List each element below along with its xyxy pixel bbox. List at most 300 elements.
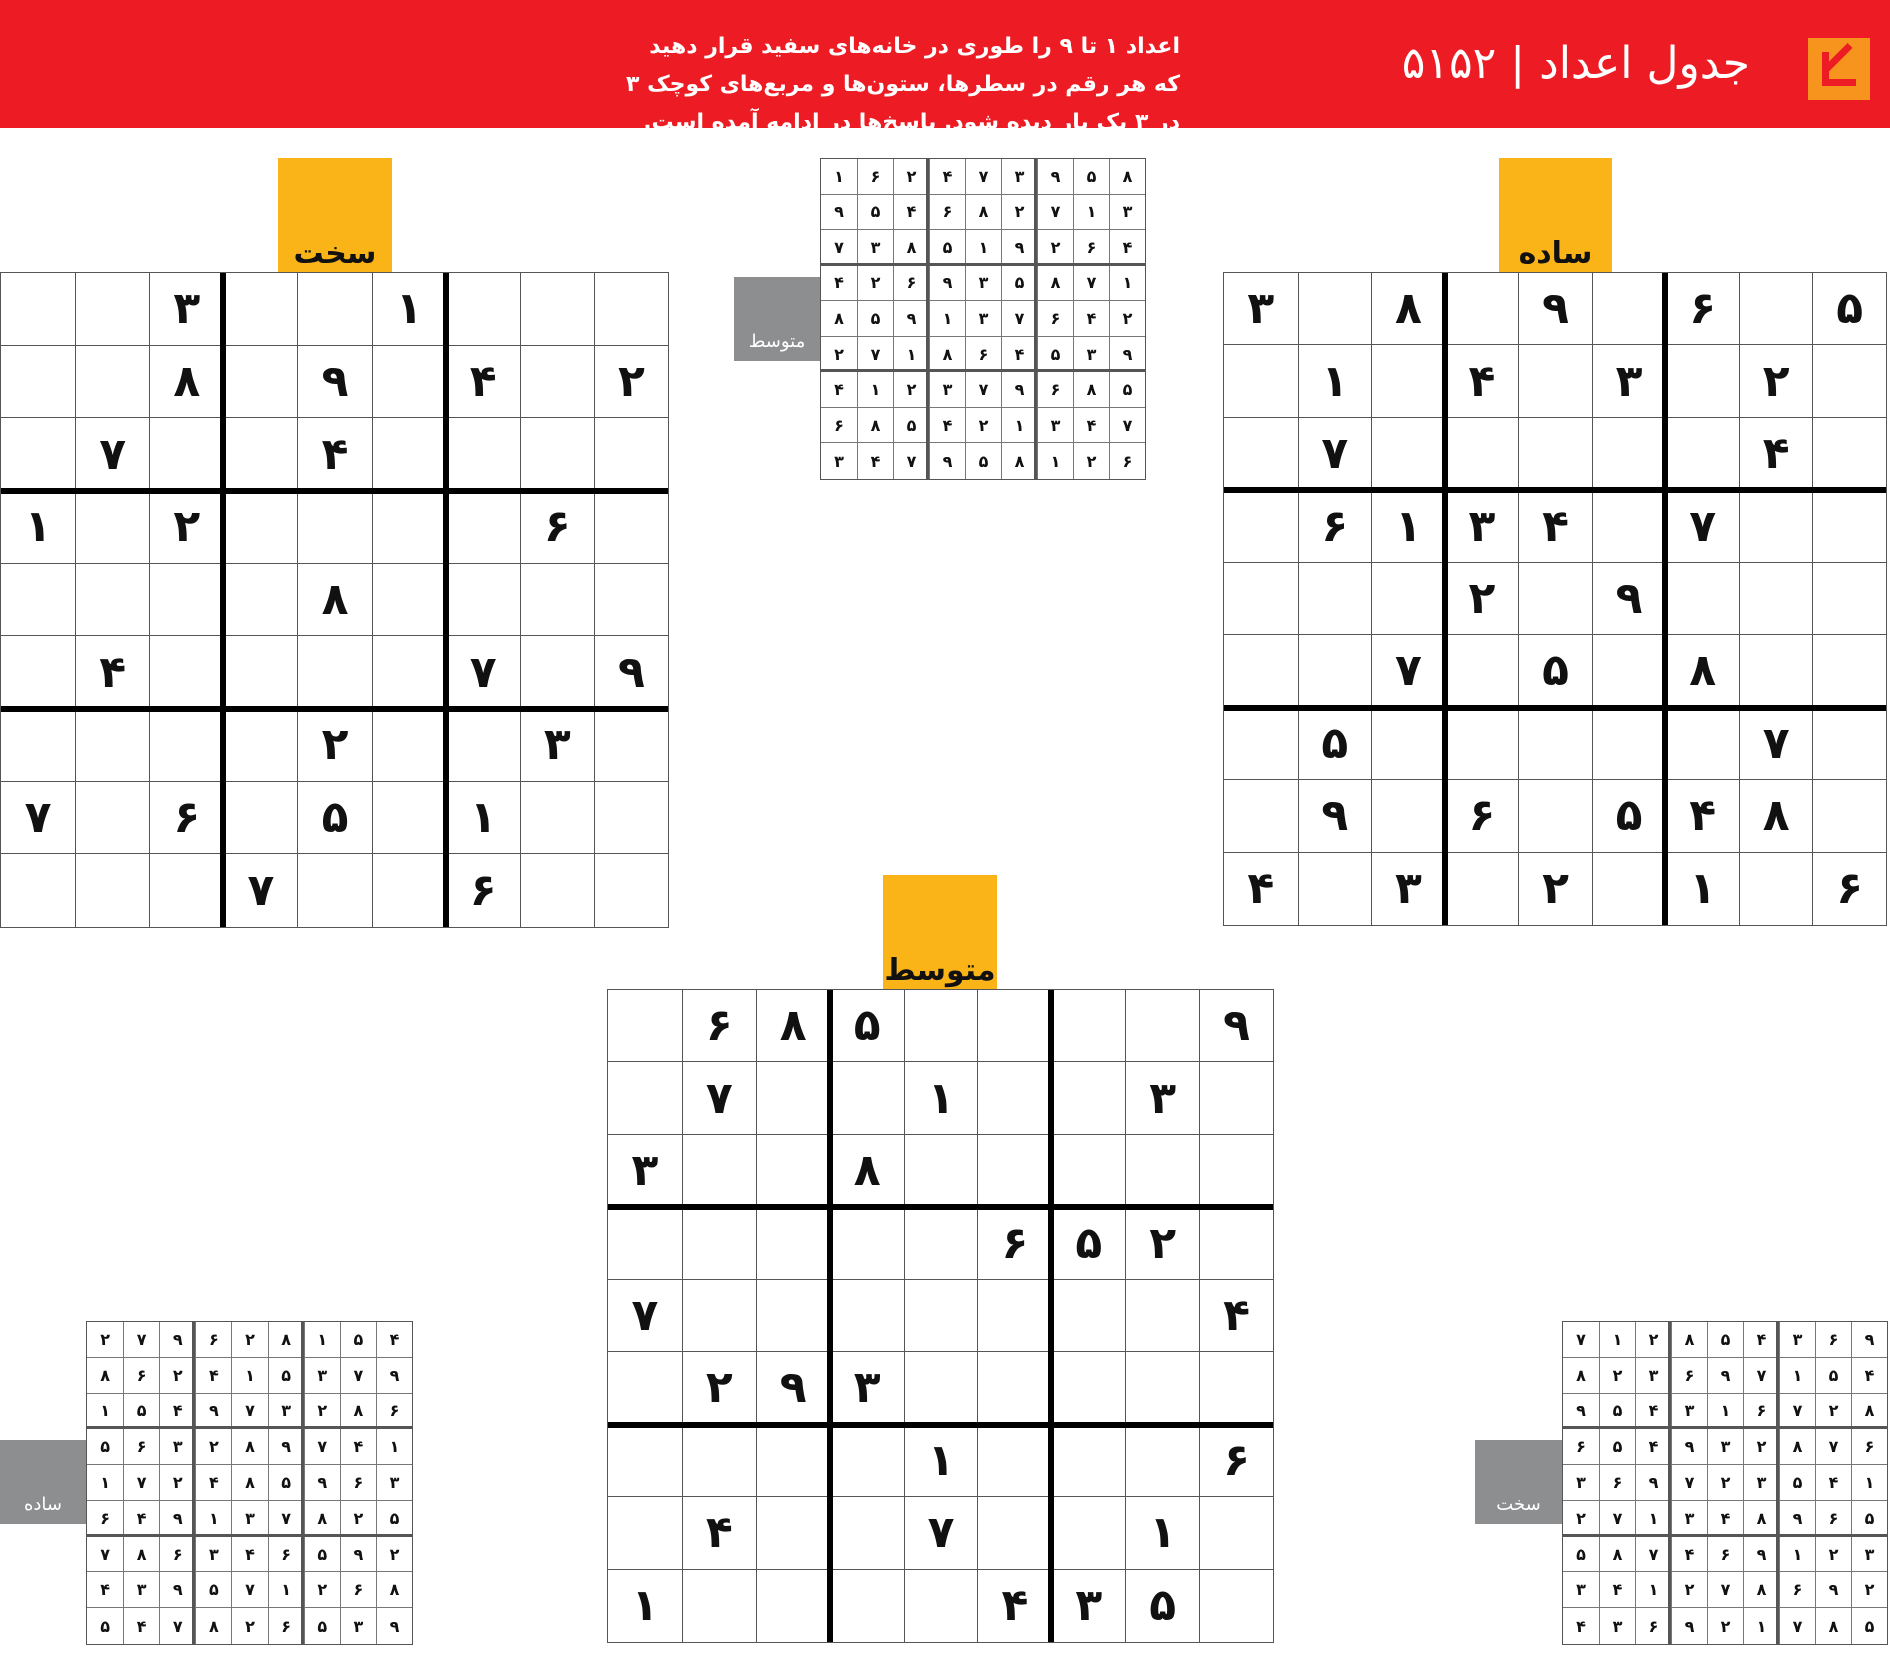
grid-cell bbox=[1592, 273, 1666, 345]
grid-cell bbox=[1592, 853, 1666, 925]
grid-cell bbox=[1518, 345, 1592, 417]
grid-cell: ۲ bbox=[893, 372, 929, 408]
grid-cell bbox=[149, 854, 223, 927]
grid-cell: ۲ bbox=[304, 1394, 340, 1430]
grid-cell bbox=[1199, 1062, 1273, 1134]
grid-cell: ۲ bbox=[857, 266, 893, 302]
grid-cell: ۶ bbox=[195, 1322, 231, 1358]
grid-cell: ۴ bbox=[1743, 1322, 1779, 1358]
grid-cell: ۱ bbox=[965, 230, 1001, 266]
grid-cell: ۸ bbox=[231, 1465, 267, 1501]
grid-cell bbox=[1812, 490, 1886, 562]
grid-cell: ۸ bbox=[929, 337, 965, 373]
grid-cell: ۴ bbox=[1109, 230, 1145, 266]
grid-cell: ۳ bbox=[965, 266, 1001, 302]
grid-cell bbox=[1199, 1135, 1273, 1207]
grid-cell: ۵ bbox=[123, 1394, 159, 1430]
grid-cell: ۷ bbox=[304, 1429, 340, 1465]
grid-cell: ۳ bbox=[965, 301, 1001, 337]
grid-cell bbox=[977, 1135, 1051, 1207]
grid-cell: ۴ bbox=[1199, 1280, 1273, 1352]
hard-solution-grid bbox=[1562, 1321, 1888, 1645]
grid-cell bbox=[1739, 853, 1813, 925]
grid-cell: ۹ bbox=[929, 443, 965, 479]
grid-cell: ۵ bbox=[1851, 1608, 1887, 1644]
grid-cell: ۴ bbox=[1247, 863, 1275, 915]
grid-cell: ۹ bbox=[1592, 563, 1666, 635]
grid-cell: ۷ bbox=[1, 782, 75, 855]
grid-cell: ۵ bbox=[1851, 1501, 1887, 1537]
grid-cell: ۸ bbox=[1001, 443, 1037, 479]
grid-cell: ۱ bbox=[195, 1501, 231, 1537]
grid-cell: ۱ bbox=[1371, 490, 1445, 562]
grid-cell: ۷ bbox=[1599, 1501, 1635, 1537]
grid-cell: ۱ bbox=[304, 1322, 340, 1358]
grid-cell: ۲ bbox=[1743, 1429, 1779, 1465]
grid-cell: ۲ bbox=[304, 1572, 340, 1608]
grid-cell: ۱ bbox=[376, 1429, 412, 1465]
grid-cell: ۱ bbox=[1707, 1394, 1743, 1430]
grid-cell: ۳ bbox=[1851, 1537, 1887, 1573]
grid-cell bbox=[1812, 418, 1886, 490]
solution-label-easy: ساده bbox=[0, 1440, 86, 1524]
grid-cell: ۹ bbox=[304, 1465, 340, 1501]
grid-cell bbox=[594, 273, 668, 346]
grid-cell: ۱ bbox=[1779, 1358, 1815, 1394]
grid-cell bbox=[1051, 1352, 1125, 1424]
grid-cell: ۲ bbox=[159, 1358, 195, 1394]
grid-cell: ۷ bbox=[446, 636, 520, 709]
grid-cell: ۶ bbox=[1037, 372, 1073, 408]
grid-cell bbox=[446, 273, 520, 346]
grid-cell bbox=[372, 854, 446, 927]
box-divider-horizontal bbox=[87, 1534, 412, 1537]
grid-cell: ۳ bbox=[1001, 159, 1037, 195]
grid-cell: ۱ bbox=[821, 159, 857, 195]
grid-cell bbox=[520, 854, 594, 927]
grid-cell bbox=[608, 1062, 682, 1134]
grid-cell bbox=[297, 854, 371, 927]
solution-label-hard: سخت bbox=[1475, 1440, 1562, 1524]
grid-cell bbox=[372, 418, 446, 491]
grid-cell: ۶ bbox=[1599, 1465, 1635, 1501]
grid-cell bbox=[830, 1062, 904, 1134]
grid-cell: ۵ bbox=[893, 408, 929, 444]
grid-cell: ۴ bbox=[195, 1465, 231, 1501]
grid-cell: ۸ bbox=[376, 1572, 412, 1608]
grid-cell bbox=[1739, 635, 1813, 707]
grid-cell: ۲ bbox=[1073, 443, 1109, 479]
grid-cell: ۴ bbox=[682, 1497, 756, 1569]
grid-cell bbox=[682, 1207, 756, 1279]
medium-puzzle-grid bbox=[607, 989, 1274, 1643]
grid-cell: ۵ bbox=[304, 1537, 340, 1573]
grid-cell: ۳ bbox=[520, 709, 594, 782]
grid-cell bbox=[223, 491, 297, 564]
grid-cell: ۴ bbox=[1635, 1429, 1671, 1465]
grid-cell: ۳ bbox=[1224, 273, 1298, 345]
grid-cell bbox=[149, 418, 223, 491]
grid-cell: ۴ bbox=[821, 266, 857, 302]
box-divider-horizontal bbox=[821, 369, 1145, 372]
grid-cell: ۶ bbox=[893, 266, 929, 302]
grid-cell bbox=[608, 1497, 682, 1569]
grid-cell: ۷ bbox=[1109, 408, 1145, 444]
grid-cell: ۵ bbox=[1812, 273, 1886, 345]
grid-cell bbox=[1, 709, 75, 782]
grid-cell: ۴ bbox=[297, 418, 371, 491]
grid-cell: ۴ bbox=[1851, 1358, 1887, 1394]
grid-cell: ۶ bbox=[268, 1608, 304, 1644]
grid-cell: ۹ bbox=[297, 346, 371, 419]
grid-cell: ۴ bbox=[1739, 418, 1813, 490]
grid-cell: ۳ bbox=[1125, 1062, 1199, 1134]
grid-cell: ۵ bbox=[1563, 1537, 1599, 1573]
grid-cell: ۸ bbox=[1815, 1608, 1851, 1644]
grid-cell: ۲ bbox=[1109, 301, 1145, 337]
box-divider-vertical bbox=[1776, 1322, 1779, 1644]
grid-cell: ۶ bbox=[520, 491, 594, 564]
grid-cell bbox=[1445, 273, 1519, 345]
grid-cell: ۳ bbox=[1671, 1394, 1707, 1430]
grid-cell: ۸ bbox=[1743, 1572, 1779, 1608]
grid-cell: ۲ bbox=[1445, 563, 1519, 635]
grid-cell bbox=[297, 636, 371, 709]
grid-cell: ۱ bbox=[372, 273, 446, 346]
grid-cell: ۸ bbox=[1073, 372, 1109, 408]
grid-cell: ۶ bbox=[159, 1537, 195, 1573]
grid-cell: ۳ bbox=[1707, 1429, 1743, 1465]
grid-cell bbox=[75, 709, 149, 782]
grid-cell: ۹ bbox=[1671, 1608, 1707, 1644]
grid-cell: ۱ bbox=[1779, 1537, 1815, 1573]
grid-cell: ۲ bbox=[231, 1322, 267, 1358]
grid-cell: ۲ bbox=[195, 1429, 231, 1465]
grid-cell: ۹ bbox=[1001, 230, 1037, 266]
grid-cell: ۱ bbox=[1001, 408, 1037, 444]
grid-cell bbox=[1199, 1207, 1273, 1279]
grid-cell: ۷ bbox=[1298, 418, 1372, 490]
grid-cell: ۹ bbox=[1001, 372, 1037, 408]
grid-cell bbox=[223, 418, 297, 491]
grid-cell bbox=[372, 709, 446, 782]
grid-cell bbox=[608, 1352, 682, 1424]
grid-cell: ۱ bbox=[1037, 443, 1073, 479]
grid-cell: ۶ bbox=[1815, 1322, 1851, 1358]
grid-cell: ۷ bbox=[159, 1608, 195, 1644]
grid-cell bbox=[1, 636, 75, 709]
grid-cell bbox=[446, 564, 520, 637]
grid-cell: ۴ bbox=[1635, 1394, 1671, 1430]
grid-cell bbox=[1298, 853, 1372, 925]
grid-cell: ۷ bbox=[1073, 266, 1109, 302]
grid-cell: ۴ bbox=[1815, 1465, 1851, 1501]
grid-cell: ۴ bbox=[1671, 1537, 1707, 1573]
grid-cell: ۵ bbox=[304, 1608, 340, 1644]
grid-cell: ۱ bbox=[87, 1394, 123, 1430]
grid-cell: ۴ bbox=[1665, 780, 1739, 852]
grid-cell bbox=[977, 1352, 1051, 1424]
grid-cell: ۶ bbox=[1073, 230, 1109, 266]
grid-cell: ۴ bbox=[87, 1572, 123, 1608]
box-divider-vertical bbox=[1662, 273, 1668, 925]
grid-cell bbox=[594, 709, 668, 782]
grid-cell bbox=[1371, 708, 1445, 780]
grid-cell: ۴ bbox=[1576, 1616, 1586, 1636]
grid-cell: ۳ bbox=[231, 1501, 267, 1537]
grid-cell: ۶ bbox=[123, 1358, 159, 1394]
grid-cell: ۷ bbox=[821, 230, 857, 266]
grid-cell: ۳ bbox=[1371, 853, 1445, 925]
grid-cell bbox=[446, 491, 520, 564]
grid-cell: ۴ bbox=[1073, 408, 1109, 444]
grid-cell: ۹ bbox=[594, 636, 668, 709]
grid-cell: ۵ bbox=[195, 1572, 231, 1608]
grid-cell: ۴ bbox=[75, 636, 149, 709]
grid-cell: ۶ bbox=[1812, 853, 1886, 925]
grid-cell bbox=[1224, 490, 1298, 562]
page-title: جدول اعداد | ۵۱۵۲ bbox=[1401, 38, 1750, 89]
grid-cell: ۸ bbox=[893, 230, 929, 266]
grid-cell bbox=[1371, 780, 1445, 852]
grid-cell: ۸ bbox=[830, 1135, 904, 1207]
box-divider-vertical bbox=[926, 159, 929, 479]
box-divider-horizontal bbox=[1563, 1426, 1887, 1429]
grid-cell bbox=[1, 346, 75, 419]
header-banner bbox=[0, 0, 1890, 135]
grid-cell: ۶ bbox=[929, 195, 965, 231]
grid-cell: ۲ bbox=[1707, 1465, 1743, 1501]
grid-cell: ۹ bbox=[1298, 780, 1372, 852]
hard-tab: سخت bbox=[278, 158, 392, 272]
grid-cell: ۵ bbox=[1599, 1429, 1635, 1465]
grid-cell bbox=[75, 491, 149, 564]
grid-cell: ۳ bbox=[1743, 1465, 1779, 1501]
grid-cell bbox=[904, 1280, 978, 1352]
grid-cell bbox=[1665, 345, 1739, 417]
grid-cell: ۱ bbox=[1743, 1608, 1779, 1644]
grid-cell bbox=[756, 1497, 830, 1569]
grid-cell: ۶ bbox=[965, 337, 1001, 373]
grid-cell bbox=[1224, 780, 1298, 852]
grid-cell: ۹ bbox=[1199, 990, 1273, 1062]
grid-cell: ۹ bbox=[821, 195, 857, 231]
grid-cell bbox=[1199, 1352, 1273, 1424]
grid-cell: ۷ bbox=[231, 1572, 267, 1608]
grid-cell: ۳ bbox=[1563, 1572, 1599, 1608]
grid-cell: ۲ bbox=[1671, 1572, 1707, 1608]
grid-cell: ۸ bbox=[1109, 159, 1145, 195]
grid-cell: ۲ bbox=[965, 408, 1001, 444]
grid-cell: ۳ bbox=[1445, 490, 1519, 562]
grid-cell: ۸ bbox=[857, 408, 893, 444]
grid-cell: ۳ bbox=[608, 1135, 682, 1207]
grid-cell bbox=[372, 346, 446, 419]
grid-cell: ۸ bbox=[1739, 780, 1813, 852]
grid-cell: ۷ bbox=[223, 854, 297, 927]
grid-cell: ۴ bbox=[123, 1501, 159, 1537]
grid-cell bbox=[1518, 708, 1592, 780]
box-divider-horizontal bbox=[608, 1422, 1273, 1428]
grid-cell bbox=[1199, 1497, 1273, 1569]
grid-cell: ۹ bbox=[376, 1358, 412, 1394]
grid-cell: ۲ bbox=[1815, 1537, 1851, 1573]
grid-cell: ۷ bbox=[893, 443, 929, 479]
grid-cell: ۳ bbox=[159, 1429, 195, 1465]
grid-cell bbox=[977, 1280, 1051, 1352]
grid-cell: ۹ bbox=[1635, 1465, 1671, 1501]
grid-cell: ۷ bbox=[1815, 1429, 1851, 1465]
grid-cell: ۶ bbox=[1109, 443, 1145, 479]
grid-cell: ۱ bbox=[929, 301, 965, 337]
grid-cell: ۸ bbox=[297, 564, 371, 637]
box-divider-vertical bbox=[443, 273, 449, 927]
grid-cell: ۲ bbox=[1001, 195, 1037, 231]
grid-cell: ۸ bbox=[1037, 266, 1073, 302]
box-divider-horizontal bbox=[1224, 705, 1886, 711]
grid-cell: ۵ bbox=[1518, 635, 1592, 707]
grid-cell: ۴ bbox=[123, 1608, 159, 1644]
grid-cell: ۴ bbox=[821, 372, 857, 408]
grid-cell bbox=[75, 854, 149, 927]
grid-cell: ۵ bbox=[857, 301, 893, 337]
grid-cell bbox=[830, 1570, 904, 1642]
grid-cell: ۹ bbox=[340, 1537, 376, 1573]
grid-cell bbox=[682, 1135, 756, 1207]
grid-cell bbox=[1224, 563, 1298, 635]
grid-cell: ۲ bbox=[1739, 345, 1813, 417]
grid-cell bbox=[904, 1135, 978, 1207]
grid-cell: ۸ bbox=[1671, 1322, 1707, 1358]
grid-cell: ۱ bbox=[1125, 1497, 1199, 1569]
instructions-text: اعداد ۱ تا ۹ را طوری در خانه‌های سفید قرار دهید که هر رقم در سطرها، ستون‌ها و مربع‌های کوچک ۳ در ۳ یک بار دیده شود. پاسخ‌ها در ادامه آمده است. bbox=[626, 34, 1180, 135]
grid-cell: ۷ bbox=[123, 1322, 159, 1358]
grid-cell: ۷ bbox=[1371, 635, 1445, 707]
grid-cell: ۱ bbox=[631, 1580, 659, 1632]
grid-cell: ۲ bbox=[1563, 1501, 1599, 1537]
grid-cell: ۵ bbox=[268, 1465, 304, 1501]
grid-cell: ۶ bbox=[149, 782, 223, 855]
grid-cell bbox=[1298, 273, 1372, 345]
grid-cell bbox=[1298, 635, 1372, 707]
grid-cell bbox=[904, 990, 978, 1062]
grid-cell: ۱ bbox=[1109, 266, 1145, 302]
grid-cell bbox=[75, 782, 149, 855]
grid-cell: ۱ bbox=[87, 1465, 123, 1501]
grid-cell: ۳ bbox=[1635, 1358, 1671, 1394]
grid-cell bbox=[1224, 345, 1298, 417]
grid-cell bbox=[830, 1425, 904, 1497]
grid-cell: ۸ bbox=[1371, 273, 1445, 345]
grid-cell: ۶ bbox=[682, 990, 756, 1062]
grid-cell bbox=[223, 636, 297, 709]
grid-cell bbox=[75, 564, 149, 637]
grid-cell: ۸ bbox=[821, 301, 857, 337]
grid-cell bbox=[1518, 780, 1592, 852]
grid-cell: ۵ bbox=[340, 1322, 376, 1358]
grid-cell: ۳ bbox=[834, 451, 844, 471]
box-divider-horizontal bbox=[1, 706, 668, 712]
grid-cell: ۵ bbox=[376, 1501, 412, 1537]
grid-cell: ۴ bbox=[1001, 337, 1037, 373]
grid-cell bbox=[1592, 635, 1666, 707]
grid-cell bbox=[1812, 563, 1886, 635]
grid-cell bbox=[372, 782, 446, 855]
grid-cell: ۲ bbox=[821, 337, 857, 373]
grid-cell bbox=[904, 1570, 978, 1642]
grid-cell bbox=[1371, 563, 1445, 635]
grid-cell: ۴ bbox=[340, 1429, 376, 1465]
grid-cell: ۳ bbox=[123, 1572, 159, 1608]
grid-cell: ۲ bbox=[1815, 1394, 1851, 1430]
grid-cell: ۶ bbox=[857, 159, 893, 195]
grid-cell bbox=[520, 564, 594, 637]
grid-cell bbox=[1051, 1425, 1125, 1497]
box-divider-vertical bbox=[192, 1322, 195, 1644]
grid-cell bbox=[830, 1207, 904, 1279]
grid-cell: ۶ bbox=[446, 854, 520, 927]
grid-cell: ۷ bbox=[87, 1537, 123, 1573]
grid-cell: ۶ bbox=[340, 1465, 376, 1501]
hard-puzzle-grid bbox=[0, 272, 669, 928]
grid-cell: ۲ bbox=[682, 1352, 756, 1424]
grid-cell bbox=[1665, 563, 1739, 635]
grid-cell: ۷ bbox=[1001, 301, 1037, 337]
grid-cell bbox=[1592, 490, 1666, 562]
grid-cell: ۳ bbox=[376, 1465, 412, 1501]
grid-cell: ۵ bbox=[1298, 708, 1372, 780]
grid-cell bbox=[1445, 708, 1519, 780]
grid-cell: ۲ bbox=[893, 159, 929, 195]
grid-cell: ۱ bbox=[857, 372, 893, 408]
grid-cell: ۳ bbox=[340, 1608, 376, 1644]
grid-cell: ۴ bbox=[1518, 490, 1592, 562]
grid-cell: ۹ bbox=[1037, 159, 1073, 195]
grid-cell bbox=[372, 636, 446, 709]
grid-cell bbox=[223, 564, 297, 637]
grid-cell: ۸ bbox=[87, 1358, 123, 1394]
grid-cell: ۱ bbox=[1665, 853, 1739, 925]
grid-cell: ۷ bbox=[904, 1497, 978, 1569]
grid-cell: ۱ bbox=[1635, 1501, 1671, 1537]
grid-cell bbox=[1298, 563, 1372, 635]
grid-cell: ۶ bbox=[1037, 301, 1073, 337]
grid-cell bbox=[756, 1280, 830, 1352]
medium-solution-grid bbox=[820, 158, 1146, 480]
grid-cell bbox=[446, 709, 520, 782]
grid-cell bbox=[608, 1425, 682, 1497]
grid-cell: ۷ bbox=[1671, 1465, 1707, 1501]
grid-cell: ۵ bbox=[297, 782, 371, 855]
grid-cell bbox=[1051, 1497, 1125, 1569]
grid-cell bbox=[1224, 635, 1298, 707]
grid-cell bbox=[608, 1207, 682, 1279]
grid-cell bbox=[149, 636, 223, 709]
grid-cell: ۸ bbox=[123, 1537, 159, 1573]
grid-cell: ۷ bbox=[1707, 1572, 1743, 1608]
grid-cell bbox=[1371, 418, 1445, 490]
grid-cell: ۸ bbox=[268, 1322, 304, 1358]
grid-cell: ۷ bbox=[1739, 708, 1813, 780]
grid-cell: ۸ bbox=[1851, 1394, 1887, 1430]
grid-cell: ۳ bbox=[1563, 1465, 1599, 1501]
easy-tab: ساده bbox=[1499, 158, 1612, 272]
grid-cell: ۴ bbox=[977, 1570, 1051, 1642]
grid-cell: ۵ bbox=[1592, 780, 1666, 852]
grid-cell: ۴ bbox=[1599, 1572, 1635, 1608]
grid-cell: ۲ bbox=[1707, 1608, 1743, 1644]
grid-cell: ۷ bbox=[608, 1280, 682, 1352]
